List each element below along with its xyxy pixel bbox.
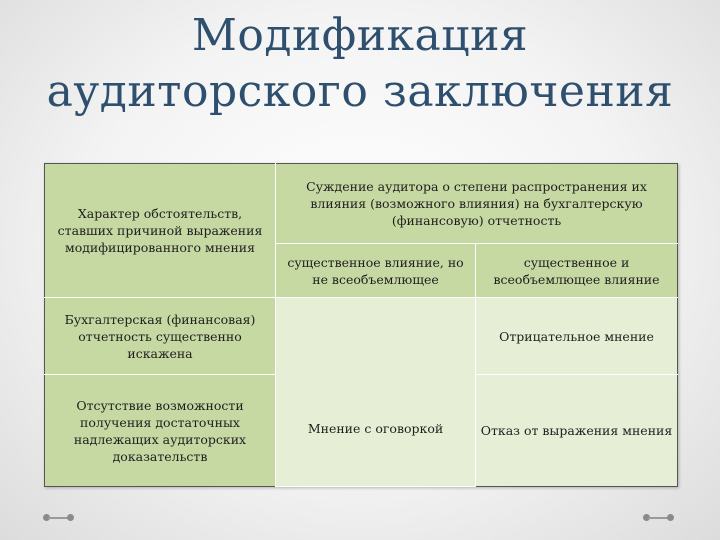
- slide-title-line-2: аудиторского заключения: [46, 66, 674, 117]
- qualified-opinion-cell: [276, 298, 476, 487]
- header-nature-text: Характер обстоятельств, ставших причиной выражения модифицированного мнения: [57, 206, 263, 255]
- opinion-modification-table: [44, 163, 678, 487]
- disclaimer-opinion-text: Отказ от выражения мнения: [480, 423, 673, 438]
- left-connector-line: [48, 517, 68, 519]
- header-pervasive-cell: [476, 244, 678, 298]
- header-material-text: существенное влияние, но не всеобъемлющее: [287, 254, 464, 287]
- qualified-opinion-text: Мнение с оговоркой: [307, 420, 444, 436]
- left-decor-dots: [40, 513, 80, 523]
- adverse-opinion-cell: [476, 298, 678, 375]
- header-material-cell: [276, 244, 476, 298]
- right-decor-dots: [640, 513, 680, 523]
- slide-title: [0, 8, 720, 120]
- right-dot-icon: [667, 514, 674, 521]
- header-nature-cell: [45, 164, 276, 298]
- row-no-evidence-cell: [45, 375, 276, 487]
- right-connector-line: [648, 517, 668, 519]
- header-judgement-text: Суждение аудитора о степени распространения их влияния (возможного влияния) на бухгалтерскую (финансовую) отчетность: [306, 179, 647, 228]
- row-misstatement-text: Бухгалтерская (финансовая) отчетность существенно искажена: [64, 311, 256, 361]
- slide-title-line-1: Модификация: [191, 10, 529, 61]
- header-pervasive-text: существенное и всеобъемлющее влияние: [493, 254, 660, 287]
- left-dot-icon: [67, 514, 74, 521]
- disclaimer-opinion-cell: [476, 375, 678, 487]
- row-misstatement-cell: [45, 298, 276, 375]
- header-judgement-cell: [276, 164, 678, 244]
- adverse-opinion-text: Отрицательное мнение: [499, 328, 654, 344]
- row-no-evidence-text: Отсутствие возможности получения достаточных надлежащих аудиторских доказательств: [73, 397, 247, 464]
